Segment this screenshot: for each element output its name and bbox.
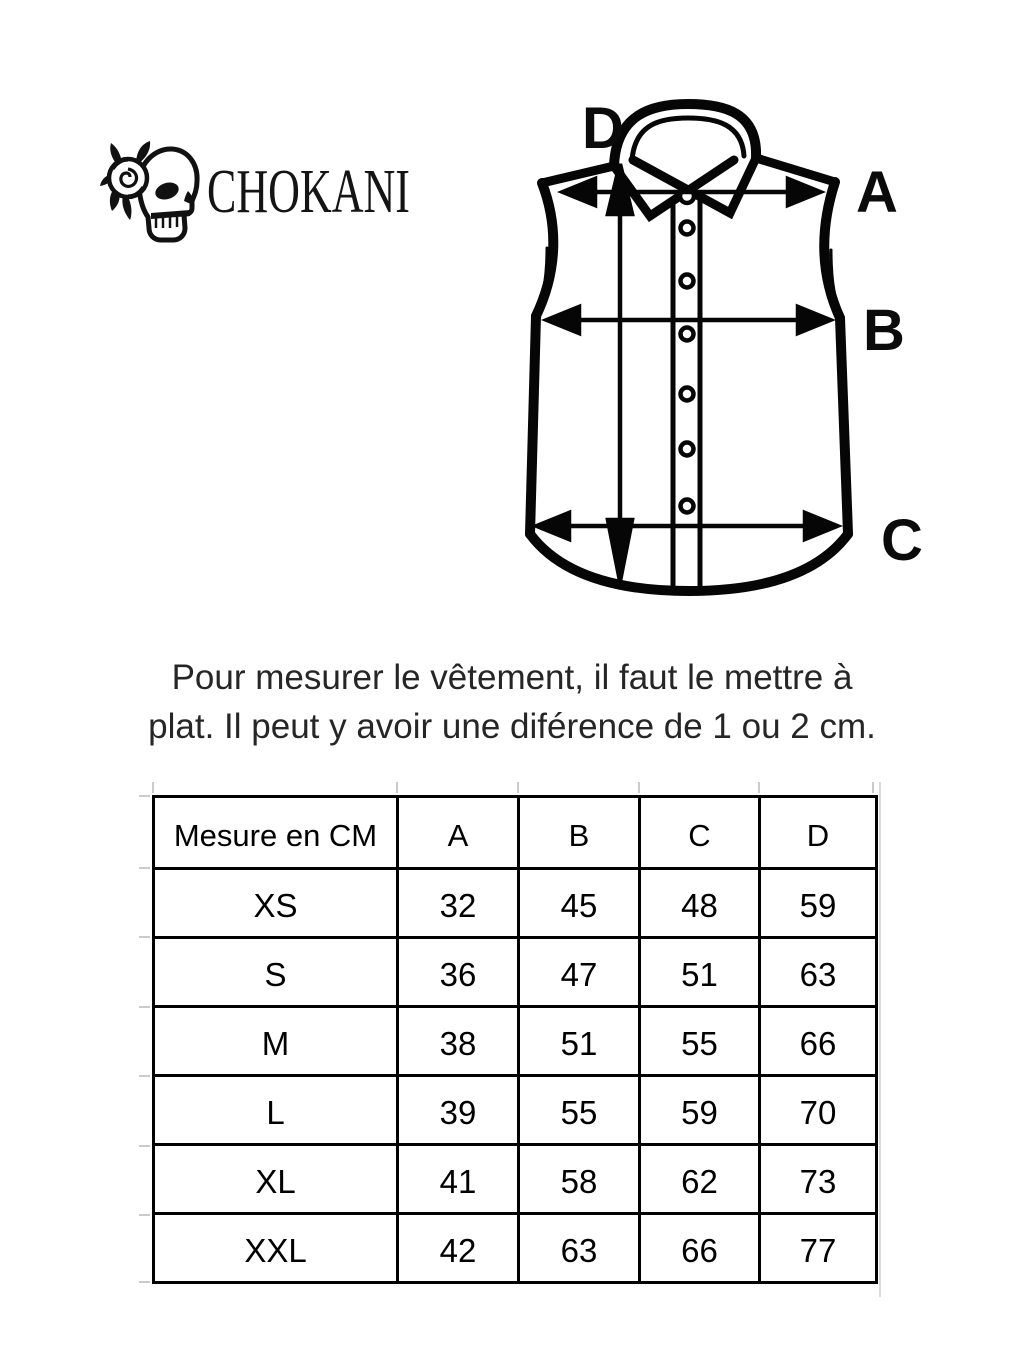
arrow-c [537, 513, 837, 539]
size-value: 36 [398, 938, 519, 1007]
size-value: 63 [519, 1214, 640, 1283]
gridline-tick [139, 1281, 150, 1283]
size-label: XS [154, 869, 398, 938]
size-table-container [152, 795, 875, 1284]
table-row-xxl [154, 1214, 877, 1283]
col-header-c: C [640, 797, 760, 869]
gridline-tick [758, 782, 760, 793]
size-value: 66 [640, 1214, 760, 1283]
gridline-tick [139, 1075, 150, 1077]
gridline-tick [517, 782, 519, 793]
gridline-tick [139, 795, 150, 797]
gridline-tick [139, 1214, 150, 1216]
size-value: 63 [760, 938, 877, 1007]
table-row-l [154, 1076, 877, 1145]
col-header-b: B [519, 797, 640, 869]
dimension-label-b: B [863, 298, 905, 363]
col-header-d: D [760, 797, 877, 869]
size-value: 51 [640, 938, 760, 1007]
size-value: 32 [398, 869, 519, 938]
gridline-tick [139, 1006, 150, 1008]
size-value: 55 [640, 1007, 760, 1076]
note-line-1: Pour mesurer le vêtement, il faut le mettre à [171, 658, 853, 697]
gridline-tick [139, 1145, 150, 1147]
size-value: 55 [519, 1076, 640, 1145]
size-label: M [154, 1007, 398, 1076]
brand-name: CHOKANI [207, 158, 410, 226]
size-value: 73 [760, 1145, 877, 1214]
size-value: 48 [640, 869, 760, 938]
col-header-measure: Mesure en CM [154, 797, 398, 869]
size-value: 70 [760, 1076, 877, 1145]
gridline-tick [638, 782, 640, 793]
arrow-d [608, 164, 632, 581]
size-table [152, 795, 878, 1284]
measurement-note [0, 653, 1024, 751]
table-header-row [154, 797, 877, 869]
size-value: 77 [760, 1214, 877, 1283]
size-label: S [154, 938, 398, 1007]
gridline-tick [139, 936, 150, 938]
spreadsheet-gridline [879, 782, 881, 1297]
gridline-tick [139, 867, 150, 869]
skull-shape [139, 149, 197, 240]
brand-logo [100, 138, 493, 246]
dimension-label-d: D [582, 96, 624, 161]
size-value: 66 [760, 1007, 877, 1076]
col-header-a: A [398, 797, 519, 869]
size-value: 42 [398, 1214, 519, 1283]
note-line-2: plat. Il peut y avoir une diférence de 1 ou 2 cm. [148, 707, 876, 746]
size-value: 58 [519, 1145, 640, 1214]
table-row-xl [154, 1145, 877, 1214]
size-label: XL [154, 1145, 398, 1214]
buttons [680, 189, 694, 513]
table-row-xs [154, 869, 877, 938]
dimension-label-a: A [856, 160, 898, 225]
garment-measurement-diagram [495, 92, 935, 597]
gridline-tick [872, 782, 874, 793]
size-value: 59 [760, 869, 877, 938]
size-value: 39 [398, 1076, 519, 1145]
size-value: 38 [398, 1007, 519, 1076]
size-value: 41 [398, 1145, 519, 1214]
dimension-label-c: C [881, 508, 923, 573]
table-row-m [154, 1007, 877, 1076]
size-label: XXL [154, 1214, 398, 1283]
size-value: 59 [640, 1076, 760, 1145]
size-value: 47 [519, 938, 640, 1007]
size-value: 62 [640, 1145, 760, 1214]
size-label: L [154, 1076, 398, 1145]
skull-rose-logo-icon [100, 138, 200, 246]
gridline-tick [152, 782, 154, 793]
table-row-s [154, 938, 877, 1007]
size-value: 51 [519, 1007, 640, 1076]
gridline-tick [396, 782, 398, 793]
size-value: 45 [519, 869, 640, 938]
